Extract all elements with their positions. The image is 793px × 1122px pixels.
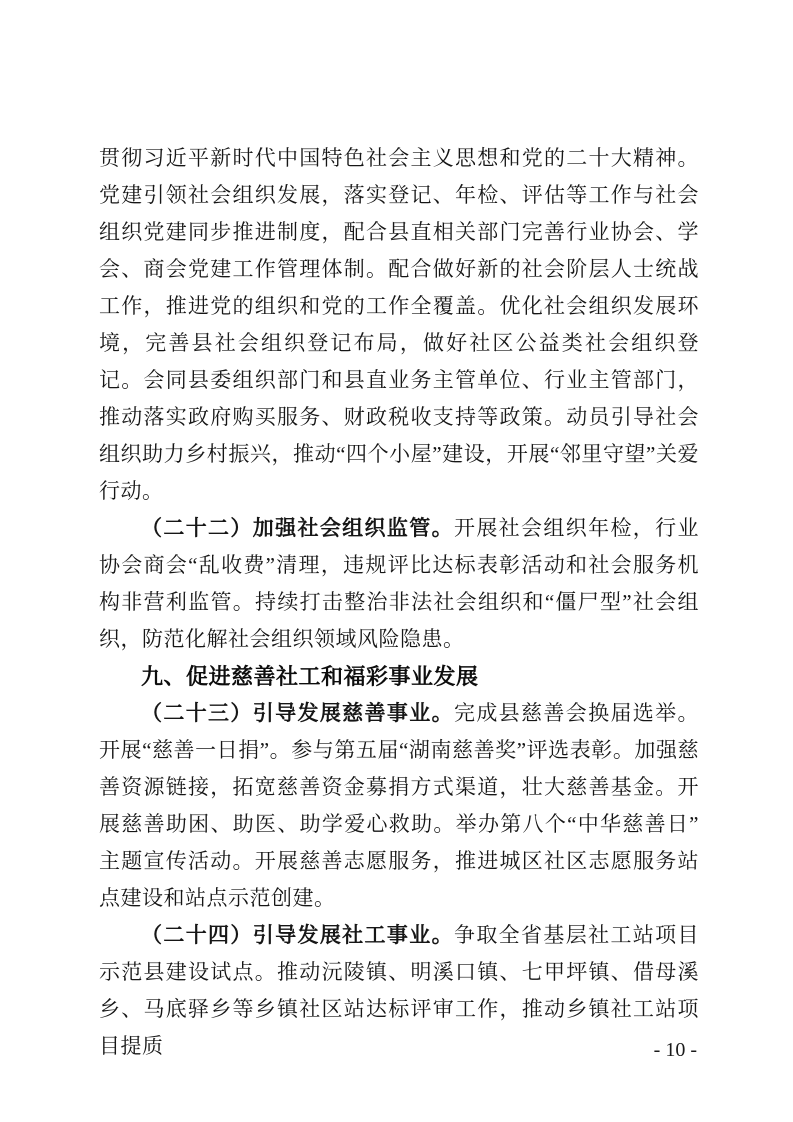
paragraph-lead: （二十二）加强社会组织监管。	[141, 516, 454, 540]
paragraph-text: 完成县慈善会换届选举。开展“慈善一日捐”。参与第五届“湖南慈善奖”评选表彰。加强慈善资源链接，拓宽慈善资金募捐方式渠道，壮大慈善基金。开展慈善助困、助医、助学爱心救助。举办第八个“中华慈善日”主题宣传活动。开展慈善志愿服务，推进城区社区志愿服务站点建设和站点示范创建。	[99, 701, 700, 910]
page-number: - 10 -	[653, 1039, 697, 1061]
section-heading	[99, 658, 699, 695]
paragraph	[99, 695, 699, 917]
paragraph-lead: （二十三）引导发展慈善事业。	[141, 701, 454, 725]
paragraph	[99, 140, 699, 510]
paragraph	[99, 917, 699, 1065]
paragraph-text: 贯彻习近平新时代中国特色社会主义思想和党的二十大精神。党建引领社会组织发展，落实登记、年检、评估等工作与社会组织党建同步推进制度，配合县直相关部门完善行业协会、学会、商会党建工作管理体制。配合做好新的社会阶层人士统战工作，推进党的组织和党的工作全覆盖。优化社会组织发展环境，完善县社会组织登记布局，做好社区公益类社会组织登记。会同县委组织部门和县直业务主管单位、行业主管部门，推动落实政府购买服务、财政税收支持等政策。动员引导社会组织助力乡村振兴，推动“四个小屋”建设，开展“邻里守望”关爱行动。	[99, 146, 699, 503]
paragraph-text: 开展社会组织年检，行业协会商会“乱收费”清理，违规评比达标表彰活动和社会服务机构非营利监管。持续打击整治非法社会组织和“僵尸型”社会组织，防范化解社会组织领域风险隐患。	[99, 516, 700, 651]
paragraph-lead: （二十四）引导发展社工事业。	[141, 923, 454, 947]
document-body	[99, 140, 699, 1065]
paragraph	[99, 510, 699, 658]
paragraph-text: 争取全省基层社工站项目示范县建设试点。推动沅陵镇、明溪口镇、七甲坪镇、借母溪乡、马底驿乡等乡镇社区站达标评审工作，推动乡镇社工站项目提质	[99, 923, 700, 1058]
section-heading-text: 九、促进慈善社工和福彩事业发展	[141, 664, 479, 689]
